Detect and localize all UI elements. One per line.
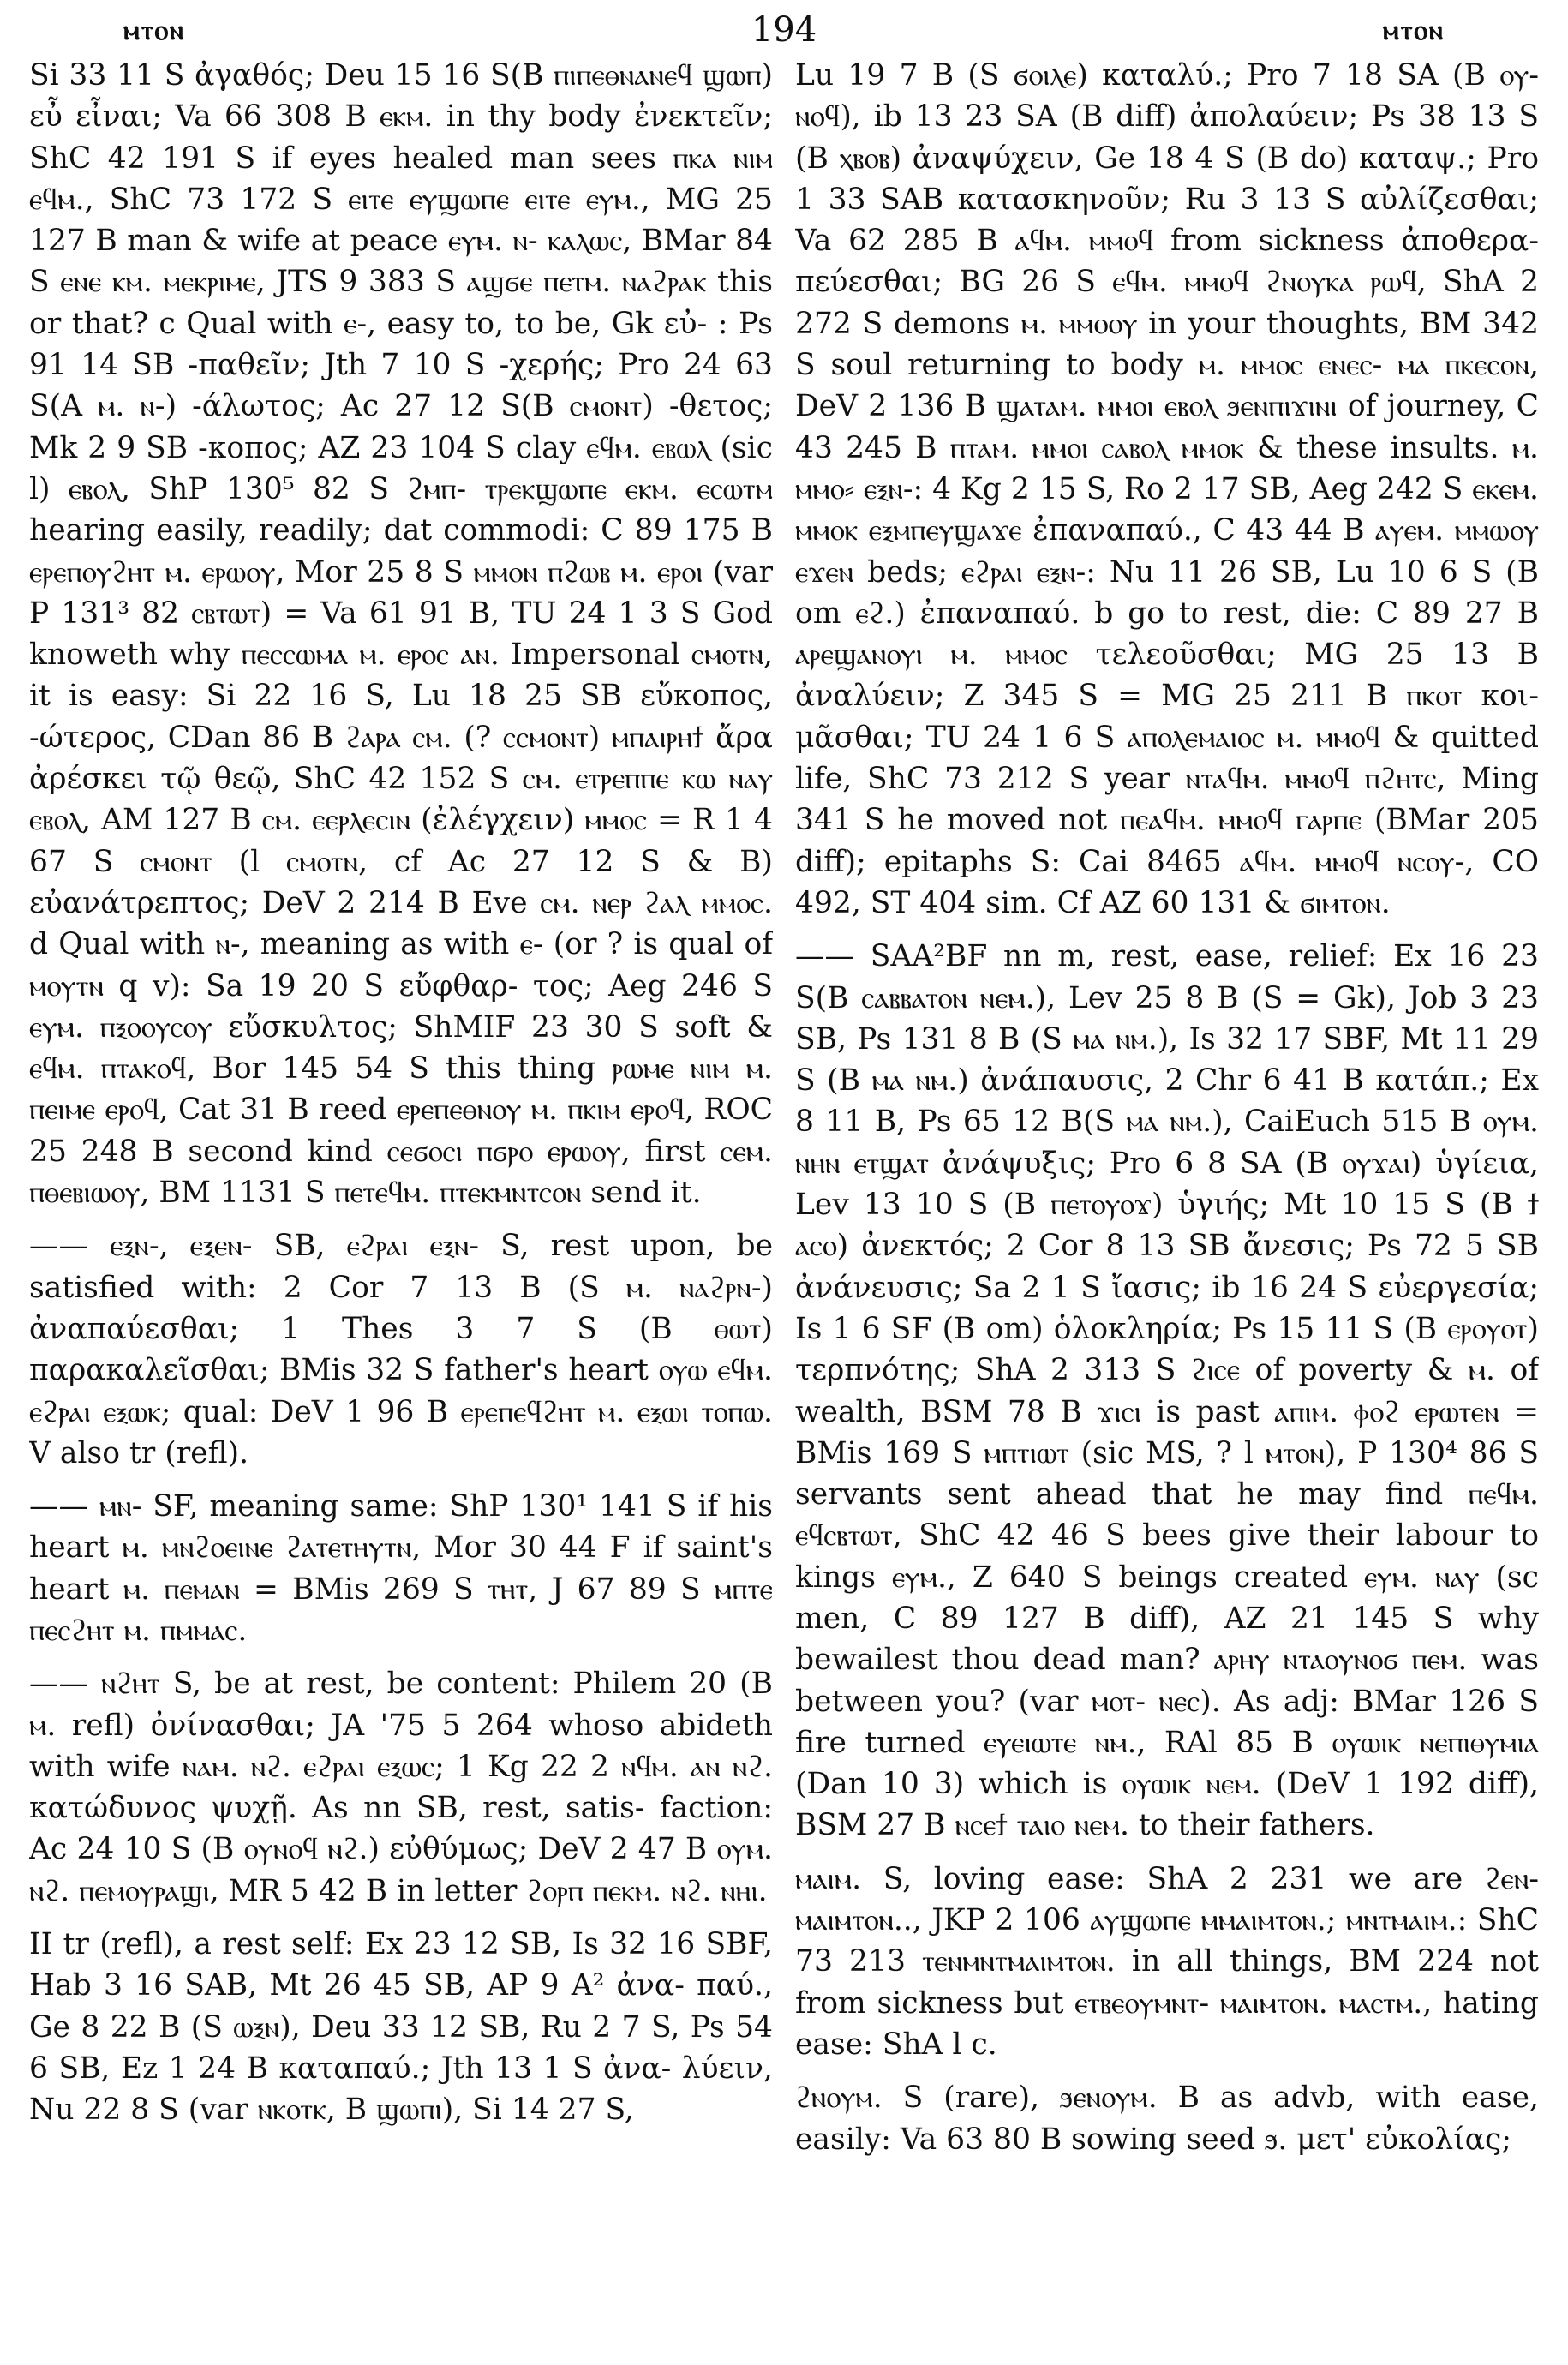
page-number: 194 — [751, 10, 817, 50]
entry-paragraph: Lu 19 7 B (S ϭⲟⲓⲗⲉ) καταλύ.; Pro 7 18 SA (B ⲟⲩ- ⲛⲟϥ), ib 13 23 SA (B diff) ἀπολαύειν; Ps 38 13 S (B ⲭⲃⲟⲃ) ἀναψύχειν, Ge 18 4 S (B do) καταψ.; Pro 1 33 SAB κατασκηνοῦν; Ru 3 13 S αὐλίζεσθαι; Va 62 285 B ⲁϥⲙ. ⲙⲙⲟϥ from sickness ἀποθερα- πεύεσθαι; BG 26 S ⲉϥⲙ. ⲙⲙⲟϥ ϩⲛⲟⲩⲕⲁ ⲣⲱϥ, ShA 2 272 S demons ⲙ. ⲙⲙⲟⲟⲩ in your thoughts, BM 342 S soul returning to body ⲙ. ⲙⲙⲟⲥ ⲉⲛⲉⲥ- ⲙⲁ ⲡⲕⲉⲥⲟⲛ, DeV 2 136 B ϣⲁⲧⲁⲙ. ⲙⲙⲟⲓ ⲉⲃⲟⲗ ϧⲉⲛⲡⲓϫⲓⲛⲓ of journey, C 43 245 B ⲡⲧⲁⲙ. ⲙⲙⲟⲓ ⲥⲁⲃⲟⲗ ⲙⲙⲟⲕ & these insults. ⲙ. ⲙⲙⲟ⸗ ⲉⲝⲛ-: 4 Kg 2 15 S, Ro 2 17 SB, Aeg 242 S ⲉⲕⲉⲙ. ⲙⲙⲟⲕ ⲉⲝⲙⲡⲉⲩϣⲁϫⲉ ἐπαναπαύ., C 43 44 B ⲁⲩⲉⲙ. ⲙⲙⲱⲟⲩ ⲉϫⲉⲛ beds; ⲉϩⲣⲁⲓ ⲉⲝⲛ-: Nu 11 26 SB, Lu 10 6 S (B om ⲉϩ.) ἐπαναπαύ. b go to rest, die: C 89 27 B ⲁⲣⲉϣⲁⲛⲟⲩⲓ ⲙ. ⲙⲙⲟⲥ τελεοῦσθαι; MG 25 13 B ἀναλύειν; Z 345 S = MG 25 211 B ⲡⲕⲟⲧ κοι- μᾶσθαι; TU 24 1 6 S ⲁⲡⲟⲗⲉⲙⲁⲓⲟⲥ ⲙ. ⲙⲙⲟϥ & quitted life, ShC 73 212 S year ⲛⲧⲁϥⲙ. ⲙⲙⲟϥ ⲡϩⲏⲧⲥ, Ming 341 S he moved not ⲡⲉⲁϥⲙ. ⲙⲙⲟϥ ⲅⲁⲣⲡⲉ (BMar 205 diff); epitaphs S: Cai 8465 ⲁϥⲙ. ⲙⲙⲟϥ ⲛⲥⲟⲩ-, CO 492, ST 404 sim. Cf AZ 60 131 & ϭⲓⲙⲧⲟⲛ. — [795, 58, 1539, 920]
entry-paragraph: ϩⲛⲟⲩⲙ. S (rare), ϧⲉⲛⲟⲩⲙ. B as advb, with ease, easily: Va 63 80 B sowing seed ϧ. μετ' εὐκολίας; — [795, 2081, 1539, 2157]
running-head-left: ⲙⲧⲟⲛ — [123, 14, 186, 46]
entry-paragraph: —— SAA²BF nn m, rest, ease, relief: Ex 16 23 S(B ⲥⲁⲃⲃⲁⲧⲟⲛ ⲛⲉⲙ.), Lev 25 8 B (S = Gk), Job 3 23 SB, Ps 131 8 B (S ⲙⲁ ⲛⲙ.), Is 32 17 SBF, Mt 11 29 S (B ⲙⲁ ⲛⲙ.) ἀνάπαυσις, 2 Chr 6 41 B κατάπ.; Ex 8 11 B, Ps 65 12 B(S ⲙⲁ ⲛⲙ.), CaiEuch 515 B ⲟⲩⲙ. ⲛⲏⲛ ⲉⲧϣⲁⲧ ἀνάψυξις; Pro 6 8 SA (B ⲟⲩϫⲁⲓ) ὑγίεια, Lev 13 10 S (B ⲡⲉⲧⲟⲩⲟϫ) ὑγιής; Mt 10 15 S (B ϯ ⲁⲥⲟ) ἀνεκτός; 2 Cor 8 13 SB ἄνεσις; Ps 72 5 SB ἀνάνευσις; Sa 2 1 S ἴασις; ib 16 24 S εὐεργεσία; Is 1 6 SF (B om) ὁλοκληρία; Ps 15 11 S (B ⲉⲣⲟⲩⲟⲧ) τερπνότης; ShA 2 313 S ϩⲓⲥⲉ of poverty & ⲙ. of wealth, BSM 78 B ϫⲓⲥⲓ is past ⲁⲡⲓⲙ. ⲫⲟϩ ⲉⲣⲱⲧⲉⲛ = BMis 169 S ⲙⲡⲧⲓⲱⲧ (sic MS, ? l ⲙⲧⲟⲛ), P 130⁴ 86 S servants sent ahead that he may find ⲡⲉϥⲙ. ⲉϥⲥⲃⲧⲱⲧ, ShC 42 46 S bees give their labour to kings ⲉⲩⲙ., Z 640 S beings created ⲉⲩⲙ. ⲛⲁⲩ (sc men, C 89 127 B diff), AZ 21 145 S why bewailest thou dead man? ⲁⲣⲏⲩ ⲛⲧⲁⲟⲩⲛⲟϭ ⲡⲉⲙ. was between you? (var ⲙⲟⲧ- ⲛⲉⲥ). As adj: BMar 126 S fire turned ⲉⲩⲉⲓⲱⲧⲉ ⲛⲙ., RAl 85 B ⲟⲩⲱⲓⲕ ⲛⲉⲡⲓⲑⲩⲙⲓⲁ (Dan 10 3) which is ⲟⲩⲱⲓⲕ ⲛⲉⲙ. (DeV 1 192 diff), BSM 27 B ⲛⲥⲉϯ ⲧⲁⲓⲟ ⲛⲉⲙ. to their fathers. — [795, 939, 1539, 1843]
entry-paragraph: —— ⲙⲛ- SF, meaning same: ShP 130¹ 141 S if his heart ⲙ. ⲙⲛϩⲟⲉⲓⲛⲉ ϩⲁⲧⲉⲧⲏⲩⲧⲛ, Mor 30 44 F if saint's heart ⲙ. ⲡⲉⲙⲁⲛ = BMis 269 S ⲧⲏⲧ, J 67 89 S ⲙⲡⲧⲉ ⲡⲉⲥϩⲏⲧ ⲙ. ⲡⲙⲙⲁⲥ. — [29, 1489, 773, 1648]
text-columns — [29, 55, 1539, 2160]
right-column — [795, 55, 1539, 2160]
running-head-right: ⲙⲧⲟⲛ — [1382, 14, 1445, 46]
entry-paragraph: ⲙⲁⲓⲙ. S, loving ease: ShA 2 231 we are ϩⲉⲛ- ⲙⲁⲓⲙⲧⲟⲛ.., JKP 2 106 ⲁⲩϣⲱⲡⲉ ⲙⲙⲁⲓⲙⲧⲟⲛ.; ⲙⲛⲧⲙⲁⲓⲙ.: ShC 73 213 ⲧⲉⲛⲙⲛⲧⲙⲁⲓⲙⲧⲟⲛ. in all things, BM 224 not from sickness but ⲉⲧⲃⲉⲟⲩⲙⲛⲧ- ⲙⲁⲓⲙⲧⲟⲛ. ⲙⲁⲥⲧⲙ., hating ease: ShA l c. — [795, 1861, 1539, 2062]
page-header — [29, 9, 1539, 55]
entry-paragraph: Si 33 11 S ἀγαθός; Deu 15 16 S(B ⲡⲓⲡⲉⲑⲛⲁⲛⲉϥ ϣⲱⲡ) εὖ εἶναι; Va 66 308 B ⲉⲕⲙ. in thy body ἐνεκτεῖν; ShC 42 191 S if eyes healed man sees ⲡⲕⲁ ⲛⲓⲙ ⲉϥⲙ., ShC 73 172 S ⲉⲓⲧⲉ ⲉⲩϣⲱⲡⲉ ⲉⲓⲧⲉ ⲉⲩⲙ., MG 25 127 B man & wife at peace ⲉⲩⲙ. ⲛ- ⲕⲁⲗⲱⲥ, BMar 84 S ⲉⲛⲉ ⲕⲙ. ⲙⲉⲕⲣⲓⲙⲉ, JTS 9 383 S ⲁϣϭⲉ ⲡⲉⲧⲙ. ⲛⲁϩⲣⲁⲕ this or that? c Qual with ⲉ-, easy to, to be, Gk εὐ- : Ps 91 14 SB -παθεῖν; Jth 7 10 S -χερής; Pro 24 63 S(A ⲙ. ⲛ-) -άλωτος; Ac 27 12 S(B ⲥⲙⲟⲛⲧ) -θετος; Mk 2 9 SB -κοπος; AZ 23 104 S clay ⲉϥⲙ. ⲉⲃⲱⲗ (sic l) ⲉⲃⲟⲗ, ShP 130⁵ 82 S ϩⲙⲡ- ⲧⲣⲉⲕϣⲱⲡⲉ ⲉⲕⲙ. ⲉⲥⲱⲧⲙ hearing easily, readily; dat commodi: C 89 175 B ⲉⲣⲉⲡⲟⲩϩⲏⲧ ⲙ. ⲉⲣⲱⲟⲩ, Mor 25 8 S ⲙⲙⲟⲛ ⲡϩⲱⲃ ⲙ. ⲉⲣⲟⲓ (var P 131³ 82 ⲥⲃⲧⲱⲧ) = Va 61 91 B, TU 24 1 3 S God knoweth why ⲡⲉⲥⲥⲱⲙⲁ ⲙ. ⲉⲣⲟⲥ ⲁⲛ. Impersonal ⲥⲙⲟⲧⲛ, it is easy: Si 22 16 S, Lu 18 25 SB εὔκοπος, -ώτερος, CDan 86 B ϩⲁⲣⲁ ⲥⲙ. (? ⲥⲥⲙⲟⲛⲧ) ⲙⲡⲁⲓⲣⲏϯ ἄρα ἀρέσκει τῷ θεῷ, ShC 42 152 S ⲥⲙ. ⲉⲧⲣⲉⲡⲡⲉ ⲕⲱ ⲛⲁⲩ ⲉⲃⲟⲗ, AM 127 B ⲥⲙ. ⲉⲉⲣⲗⲉⲥⲓⲛ (ἐλέγχειν) ⲙⲙⲟⲥ = R 1 4 67 S ⲥⲙⲟⲛⲧ (l ⲥⲙⲟⲧⲛ, cf Ac 27 12 S & B) εὐανάτρεπτος; DeV 2 214 B Eve ⲥⲙ. ⲛⲉⲣ ϩⲁⲗ ⲙⲙⲟⲥ. d Qual with ⲛ-, meaning as with ⲉ- (or ? is qual of ⲙⲟⲩⲧⲛ q v): Sa 19 20 S εὔφθαρ- τος; Aeg 246 S ⲉⲩⲙ. ⲡⲝⲟⲟⲩⲥⲟⲩ εὔσκυλτος; ShMIF 23 30 S soft & ⲉϥⲙ. ⲡⲧⲁⲕⲟϥ, Bor 145 54 S this thing ⲣⲱⲙⲉ ⲛⲓⲙ ⲙ. ⲡⲉⲓⲙⲉ ⲉⲣⲟϥ, Cat 31 B reed ⲉⲣⲉⲡⲉⲑⲛⲟⲩ ⲙ. ⲡⲕⲓⲙ ⲉⲣⲟϥ, ROC 25 248 B second kind ⲥⲉϭⲟⲥⲓ ⲡϭⲣⲟ ⲉⲣⲱⲟⲩ, first ⲥⲉⲙ. ⲡⲑⲉⲃⲓⲱⲟⲩ, BM 1131 S ⲡⲉⲧⲉϥⲙ. ⲡⲧⲉⲕⲙⲛⲧⲥⲟⲛ send it. — [29, 58, 773, 1211]
left-column — [29, 55, 773, 2160]
entry-paragraph: —— ⲛϩⲏⲧ S, be at rest, be content: Philem 20 (B ⲙ. refl) ὀνίνασθαι; JA '75 5 264 whoso abideth with wife ⲛⲁⲙ. ⲛϩ. ⲉϩⲣⲁⲓ ⲉⲝⲱⲥ; 1 Kg 22 2 ⲛϥⲙ. ⲁⲛ ⲛϩ. κατώδυνος ψυχῇ. As nn SB, rest, satis- faction: Ac 24 10 S (B ⲟⲩⲛⲟϥ ⲛϩ.) εὐθύμως; DeV 2 47 B ⲟⲩⲙ. ⲛϩ. ⲡⲉⲙⲟⲩⲣⲁϣⲓ, MR 5 42 B in letter ϩⲟⲣⲡ ⲡⲉⲕⲙ. ⲛϩ. ⲛⲏⲓ. — [29, 1667, 773, 1908]
entry-paragraph: II tr (refl), a rest self: Ex 23 12 SB, Is 32 16 SBF, Hab 3 16 SAB, Mt 26 45 SB, AP 9 A² ἀνα- παύ., Ge 8 22 B (S ⲱⲝⲛ), Deu 33 12 SB, Ru 2 7 S, Ps 54 6 SB, Ez 1 24 B καταπαύ.; Jth 13 1 S ἀνα- λύειν, Nu 22 8 S (var ⲛⲕⲟⲧⲕ, B ϣⲱⲡⲓ), Si 14 27 S, — [29, 1927, 773, 2128]
entry-paragraph: —— ⲉⲝⲛ-, ⲉⲝⲉⲛ- SB, ⲉϩⲣⲁⲓ ⲉⲝⲛ- S, rest upon, be satisfied with: 2 Cor 7 13 B (S ⲙ. ⲛⲁϩⲣⲛ-) ἀναπαύεσθαι; 1 Thes 3 7 S (B ⲑⲱⲧ) παρακαλεῖσθαι; BMis 32 S father's heart ⲟⲩⲱ ⲉϥⲙ. ⲉϩⲣⲁⲓ ⲉⲝⲱⲕ; qual: DeV 1 96 B ⲉⲣⲉⲡⲉϥϩⲏⲧ ⲙ. ⲉⲝⲱⲓ ⲧⲟⲡⲱ. V also tr (refl). — [29, 1229, 773, 1470]
